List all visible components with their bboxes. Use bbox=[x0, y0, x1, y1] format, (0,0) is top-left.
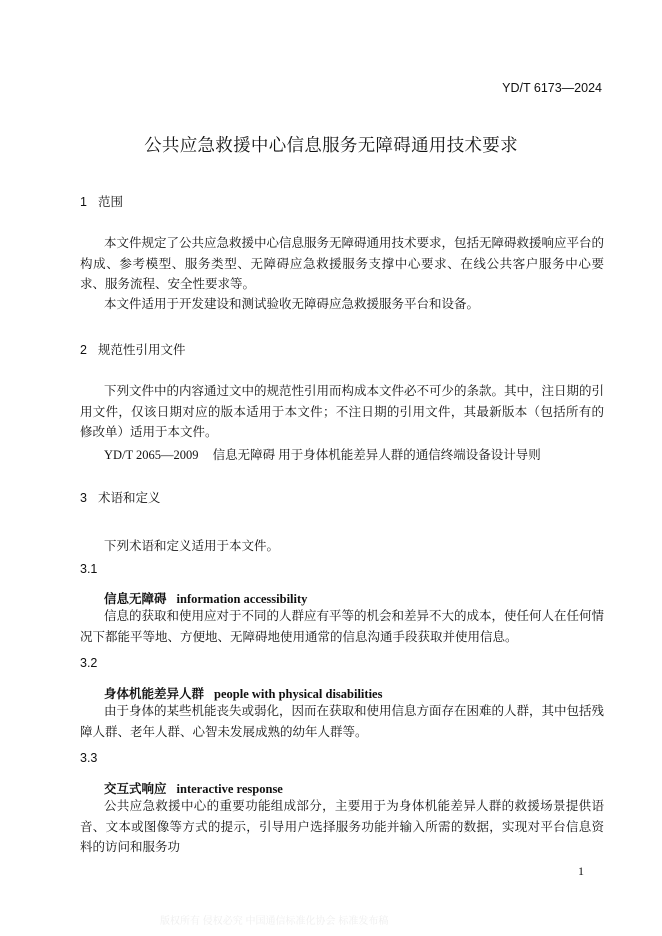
section-number: 1 bbox=[80, 195, 87, 209]
paragraph: 本文件规定了公共应急救援中心信息服务无障碍通用技术要求，包括无障碍救援响应平台的构成、参考模型、服务类型、无障碍应急救援服务支撑中心要求、在线公共客户服务中心要求、服务流程、安全性要求等。 bbox=[80, 236, 605, 291]
page-number: 1 bbox=[578, 864, 584, 878]
term-entry bbox=[104, 779, 283, 797]
term-chinese: 交互式响应 bbox=[104, 782, 167, 796]
paragraph: 本文件适用于开发建设和测试验收无障碍应急救援服务平台和设备。 bbox=[104, 297, 480, 311]
section-heading-normative-references bbox=[80, 340, 186, 358]
section-number: 2 bbox=[80, 343, 87, 357]
document-title: 公共应急救援中心信息服务无障碍通用技术要求 bbox=[144, 135, 518, 155]
term-chinese: 信息无障碍 bbox=[104, 592, 167, 606]
paragraph: 下列文件中的内容通过文中的规范性引用而构成本文件必不可少的条款。其中，注日期的引用文件，仅该日期对应的版本适用于本文件；不注日期的引用文件，其最新版本（包括所有的修改单）适用于本文件。 bbox=[80, 384, 605, 439]
terms-intro: 下列术语和定义适用于本文件。 bbox=[104, 539, 280, 553]
section-title: 范围 bbox=[98, 195, 124, 209]
reference-title: 信息无障碍 用于身体机能差异人群的通信终端设备设计导则 bbox=[212, 448, 541, 462]
reference-entry bbox=[104, 445, 541, 463]
term-chinese: 身体机能差异人群 bbox=[104, 687, 205, 701]
term-entry bbox=[104, 589, 307, 607]
term-number: 3.1 bbox=[80, 562, 98, 576]
section-title: 规范性引用文件 bbox=[98, 343, 186, 357]
reference-code: YD/T 2065—2009 bbox=[104, 448, 199, 462]
section-title: 术语和定义 bbox=[98, 491, 161, 505]
section-number: 3 bbox=[80, 491, 87, 505]
term-definition: 信息的获取和使用应对于不同的人群应有平等的机会和差异不大的成本，使任何人在任何情况下都能平等地、方便地、无障碍地使用通常的信息沟通手段获取并使用信息。 bbox=[80, 609, 605, 644]
term-definition: 公共应急救援中心的重要功能组成部分，主要用于为身体机能差异人群的救援场景提供语音、文本或图像等方式的提示，引导用户选择服务功能并输入所需的数据，实现对平台信息资料的访问和服务功 bbox=[80, 799, 604, 854]
term-number: 3.2 bbox=[80, 656, 98, 670]
section-heading-terms bbox=[80, 488, 161, 506]
term-entry bbox=[104, 684, 382, 702]
term-english: information accessibility bbox=[176, 592, 308, 606]
term-definition: 由于身体的某些机能丧失或弱化，因而在获取和使用信息方面存在困难的人群，其中包括残障人群、老年人群、心智未发展成熟的幼年人群等。 bbox=[80, 704, 605, 739]
term-english: interactive response bbox=[176, 782, 283, 796]
term-english: people with physical disabilities bbox=[214, 687, 383, 701]
standard-number: YD/T 6173—2024 bbox=[502, 81, 602, 95]
term-number: 3.3 bbox=[80, 751, 98, 765]
section-heading-scope bbox=[80, 192, 123, 210]
watermark: 版权所有 侵权必究 中国通信标准化协会 标准发布稿 bbox=[160, 916, 389, 927]
